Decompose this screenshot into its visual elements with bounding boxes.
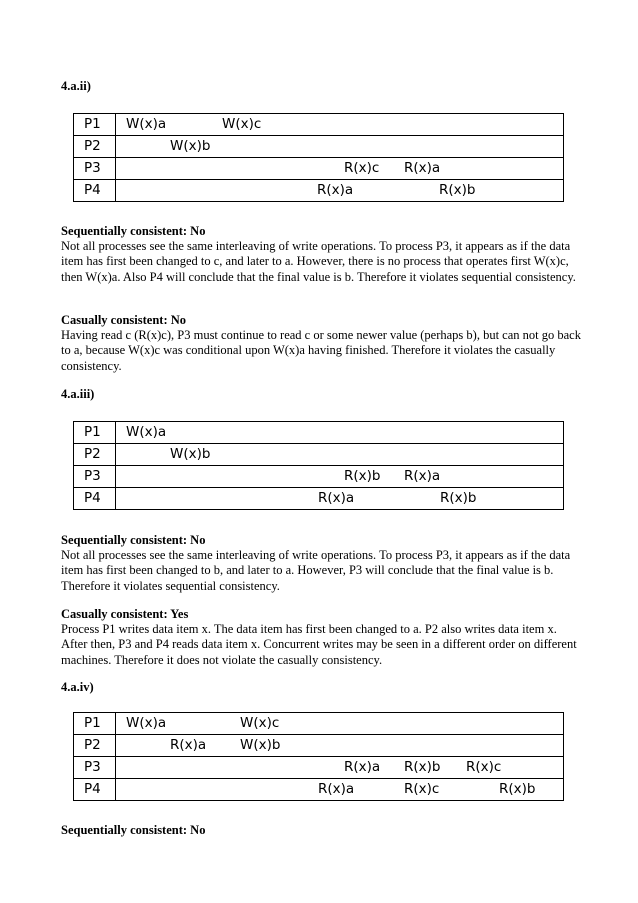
operation: R(x)a	[318, 781, 355, 797]
operation: R(x)b	[440, 490, 477, 506]
operation: W(x)a	[126, 715, 167, 731]
process-id: P2	[74, 735, 116, 756]
seq-body-ii: Not all processes see the same interleaving of write operations. To process P3, it appears as if the data item has first been changed to c, and later to a. However, there is no process that operates first W(x)c, then W(x)a. Also P4 will conclude that the final value is b. Therefore it violates sequential consistency.	[61, 239, 576, 284]
paragraph-seq-ii	[61, 224, 581, 285]
operation: R(x)a	[404, 160, 441, 176]
process-row	[74, 179, 563, 201]
process-id: P2	[74, 444, 116, 465]
process-row	[74, 713, 563, 734]
operation: R(x)c	[404, 781, 440, 797]
process-id: P4	[74, 180, 116, 201]
process-row	[74, 443, 563, 465]
process-id: P4	[74, 779, 116, 800]
paragraph-cas-iii	[61, 607, 581, 668]
operation: R(x)c	[466, 759, 502, 775]
operation: W(x)c	[240, 715, 280, 731]
process-id: P1	[74, 713, 116, 734]
history-table-ii	[73, 113, 564, 202]
process-row	[74, 465, 563, 487]
process-row	[74, 487, 563, 509]
seq-title-ii: Sequentially consistent: No	[61, 224, 206, 238]
process-row	[74, 114, 563, 135]
operation: R(x)a	[317, 182, 354, 198]
operation: R(x)c	[344, 160, 380, 176]
history-table-iii	[73, 421, 564, 510]
cas-title-ii: Casually consistent: No	[61, 313, 187, 327]
seq-title-iv: Sequentially consistent: No	[61, 823, 206, 837]
process-id: P4	[74, 488, 116, 509]
operation: W(x)b	[170, 446, 211, 462]
seq-body-iii: Not all processes see the same interleaving of write operations. To process P3, it appears as if the data item has first been changed to b, and later to a. However, P3 will conclude that the final value is b. Therefore it violates sequential consistency.	[61, 548, 571, 593]
history-table-iv	[73, 712, 564, 801]
process-id: P3	[74, 757, 116, 778]
cas-body-iii: Process P1 writes data item x. The data item has first been changed to a. P2 also writes data item x. After then, P3 and P4 reads data item x. Concurrent writes may be seen in a different order on different machines. Therefore it does not violate the casually consistency.	[61, 622, 577, 667]
process-id: P3	[74, 466, 116, 487]
seq-title-iii: Sequentially consistent: No	[61, 533, 206, 547]
operation: R(x)b	[499, 781, 536, 797]
process-row	[74, 157, 563, 179]
process-id: P3	[74, 158, 116, 179]
process-row	[74, 756, 563, 778]
operation: R(x)a	[318, 490, 355, 506]
operation: W(x)a	[126, 116, 167, 132]
cas-body-ii: Having read c (R(x)c), P3 must continue to read c or some newer value (perhaps b), but can not go back to a, because W(x)c was conditional upon W(x)a having finished. Therefore it violates the casually consistency.	[61, 328, 581, 373]
operation: W(x)b	[240, 737, 281, 753]
operation: R(x)a	[170, 737, 207, 753]
operation: R(x)b	[439, 182, 476, 198]
operation: W(x)b	[170, 138, 211, 154]
operation: R(x)b	[344, 468, 381, 484]
paragraph-seq-iv	[61, 823, 581, 838]
process-row	[74, 135, 563, 157]
operation: R(x)a	[404, 468, 441, 484]
process-id: P2	[74, 136, 116, 157]
operation: R(x)b	[404, 759, 441, 775]
process-row	[74, 778, 563, 800]
section-heading-ii: 4.a.ii)	[61, 79, 91, 93]
cas-title-iii: Casually consistent: Yes	[61, 607, 189, 621]
paragraph-seq-iii	[61, 533, 581, 594]
operation: W(x)c	[222, 116, 262, 132]
section-heading-iii: 4.a.iii)	[61, 387, 95, 401]
operation: R(x)a	[344, 759, 381, 775]
operation: W(x)a	[126, 424, 167, 440]
process-id: P1	[74, 114, 116, 135]
section-heading-iv: 4.a.iv)	[61, 680, 94, 694]
paragraph-cas-ii	[61, 313, 581, 374]
process-row	[74, 422, 563, 443]
process-row	[74, 734, 563, 756]
process-id: P1	[74, 422, 116, 443]
